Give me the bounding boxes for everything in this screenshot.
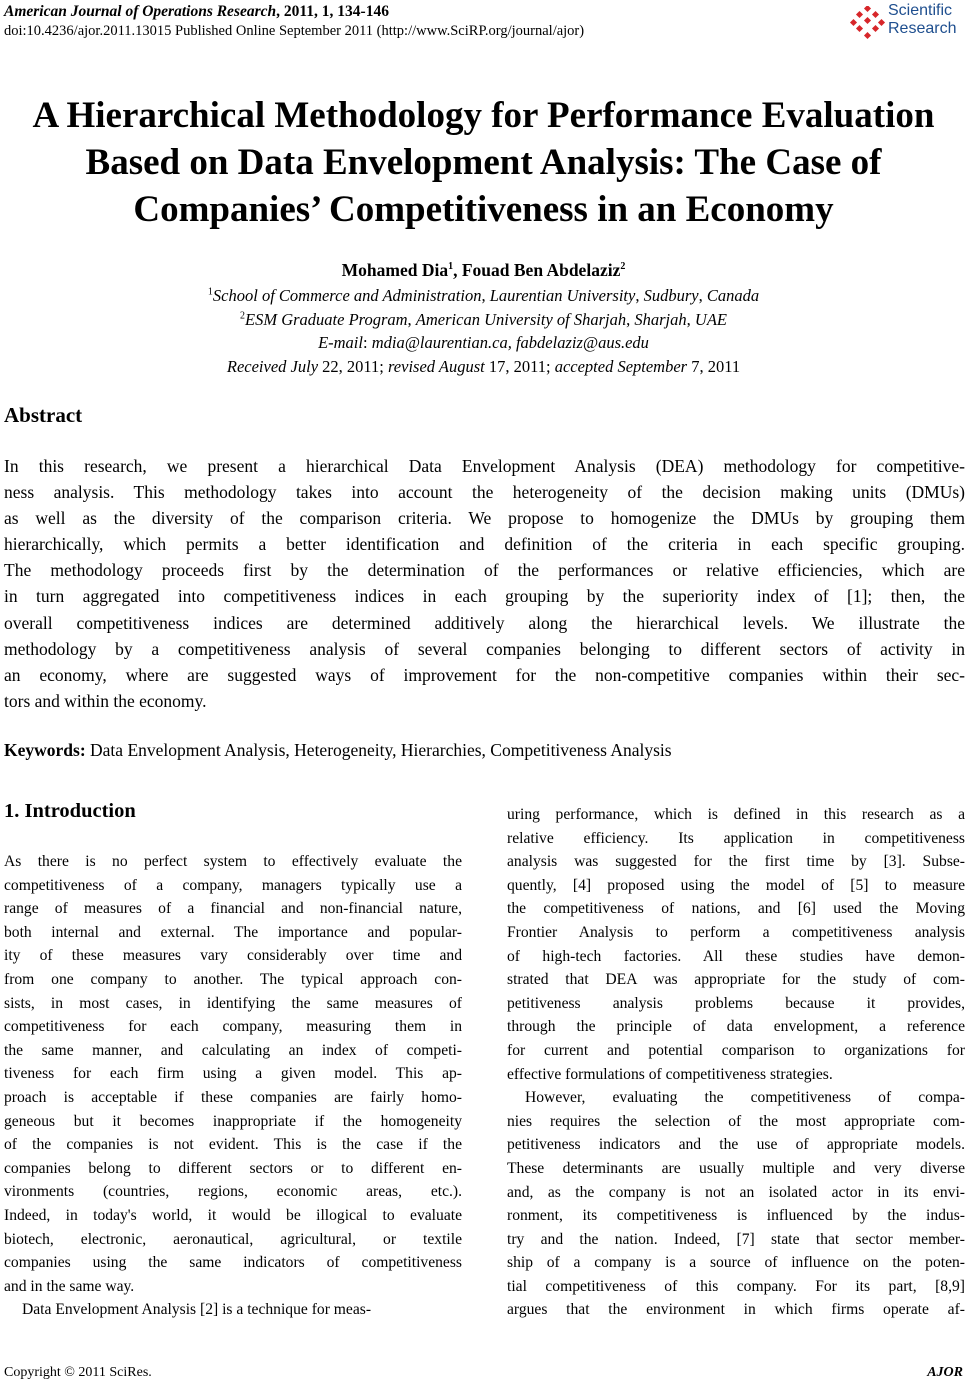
affil-comma: , bbox=[407, 309, 416, 329]
affiliation-1 bbox=[0, 284, 967, 308]
affil-comma: , bbox=[635, 286, 644, 305]
body-line: try and the nation. Indeed, [7] state that sector member- bbox=[507, 1230, 965, 1248]
body-line: Indeed, in today's world, it would be illogical to evaluate bbox=[4, 1206, 462, 1224]
title-line: Companies’ Competitiveness in an Economy bbox=[133, 189, 834, 230]
affil-marker: 2 bbox=[240, 310, 245, 321]
abstract-line: overall competitiveness indices are determined additively along the hierarchical levels. We illustrate the bbox=[4, 612, 965, 633]
body-line: ship of a company is a source of influence on the poten- bbox=[507, 1254, 965, 1272]
revised-date: 17, 2011; bbox=[484, 356, 555, 376]
body-line: proach is acceptable if these companies are fairly homo- bbox=[4, 1088, 462, 1106]
received-date: 22, 2011; bbox=[318, 356, 388, 376]
body-line: Frontier Analysis to perform a competitiveness analysis bbox=[507, 923, 965, 941]
abstract-line: tors and within the economy. bbox=[4, 690, 207, 711]
scirp-logo bbox=[848, 2, 966, 42]
body-line: ity of these measures vary considerably over time and bbox=[4, 947, 462, 965]
keywords-text: Data Envelopment Analysis, Heterogeneity, Hierarchies, Competitiveness Analysis bbox=[85, 740, 672, 760]
title-line: Based on Data Envelopment Analysis: The Case of bbox=[85, 142, 882, 183]
body-line: quently, [4] proposed using the model of [5] to measure bbox=[507, 876, 965, 894]
affil-country: Canada bbox=[706, 286, 760, 305]
affil-university: Laurentian University bbox=[489, 286, 636, 305]
body-line: argues that the environment in which firms operate af- bbox=[507, 1301, 965, 1319]
body-line: However, evaluating the competitiveness of compa- bbox=[525, 1089, 965, 1107]
body-line: of high-tech factories. All these studies have demon- bbox=[507, 947, 965, 965]
received-dates bbox=[0, 355, 967, 379]
affiliation-2 bbox=[0, 308, 967, 332]
logo-text bbox=[888, 2, 956, 38]
author-name: Mohamed Dia bbox=[341, 260, 449, 280]
body-line: ronment, its competitiveness is influenced by the indus- bbox=[507, 1207, 965, 1225]
abstract-line: methodology by a competitiveness analysis of several companies belonging to different sectors of activity in bbox=[4, 638, 965, 659]
body-line: strated that DEA was appropriate for the study of com- bbox=[507, 971, 965, 989]
body-line: analysis was suggested for the first time by [3]. Subse- bbox=[507, 853, 965, 871]
abstract-line: in turn aggregated into competitiveness indices in each grouping by the superiority index of [1]; then, the bbox=[4, 586, 965, 607]
affil-comma: , bbox=[698, 286, 707, 305]
paper-title bbox=[0, 92, 967, 233]
author-name: Fouad Ben Abdelaziz bbox=[461, 260, 621, 280]
author-affil-marker: 2 bbox=[620, 261, 626, 273]
affil-comma: , bbox=[481, 286, 490, 305]
abstract-line: as well as the diversity of the comparison criteria. We propose to homogenize the DMUs by grouping them bbox=[4, 508, 965, 529]
body-line: As there is no perfect system to effectively evaluate the bbox=[4, 853, 462, 870]
title-line: A Hierarchical Methodology for Performance Evaluation bbox=[32, 95, 935, 136]
revised-label: revised August bbox=[388, 356, 485, 376]
journal-volume: , 2011, 1, 134-146 bbox=[276, 3, 389, 20]
abstract-heading: Abstract bbox=[4, 403, 83, 427]
abstract-body bbox=[4, 453, 965, 714]
logo-text-line1: Scientific bbox=[888, 2, 953, 19]
body-line: of the companies is not evident. This is the case if the bbox=[4, 1136, 462, 1154]
body-line: through the principle of data envelopment, a reference bbox=[507, 1018, 965, 1036]
body-line: companies using the same indicators of competitiveness bbox=[4, 1254, 462, 1272]
email-sep: : bbox=[362, 333, 372, 352]
scirp-logo-icon bbox=[848, 6, 886, 40]
affil-city: Sharjah bbox=[634, 309, 687, 329]
abstract-line: ness analysis. This methodology takes into account the heterogeneity of the decision making units (DMUs) bbox=[4, 482, 965, 503]
body-line: and in the same way. bbox=[4, 1277, 135, 1295]
affil-school: School of Commerce and Administration bbox=[212, 286, 482, 305]
body-line: effective formulations of competitiveness strategies. bbox=[507, 1065, 833, 1083]
journal-abbrev: AJOR bbox=[927, 1365, 963, 1380]
body-line: companies belong to different sectors or to different en- bbox=[4, 1159, 462, 1177]
keywords bbox=[4, 737, 672, 763]
body-line: the same manner, and calculating an index of competi- bbox=[4, 1041, 462, 1059]
body-line: uring performance, which is defined in this research as a bbox=[507, 806, 965, 823]
abstract-line: The methodology proceeds first by the determination of the performances or relative efficiencies, which are bbox=[4, 560, 965, 581]
body-line: geneous but it becomes inappropriate if the homogeneity bbox=[4, 1112, 462, 1130]
body-line: relative efficiency. Its application in competitiveness bbox=[507, 829, 965, 847]
section-heading-introduction: 1. Introduction bbox=[4, 800, 136, 822]
abstract-line: an economy, where are suggested ways of improvement for the non-competitive companies within their sec- bbox=[4, 664, 965, 685]
affil-program: ESM Graduate Program bbox=[245, 309, 408, 329]
right-column bbox=[507, 803, 965, 1322]
keywords-label: Keywords: bbox=[4, 740, 86, 760]
affil-marker: 1 bbox=[207, 286, 213, 298]
abstract-line: In this research, we present a hierarchical Data Envelopment Analysis (DEA) methodology for competitive- bbox=[4, 456, 965, 476]
body-line: Data Envelopment Analysis [2] is a technique for meas- bbox=[22, 1301, 372, 1319]
journal-citation bbox=[4, 2, 724, 22]
body-line: nies requires the selection of the most appropriate com- bbox=[507, 1112, 965, 1130]
abstract-line: hierarchically, which permits a better identification and definition of the criteria in each specific grouping. bbox=[4, 534, 965, 555]
author-list bbox=[0, 258, 967, 282]
left-column bbox=[4, 850, 462, 1322]
email-addresses[interactable]: mdia@laurentian.ca, fabdelaziz@aus.edu bbox=[371, 333, 649, 352]
body-line: petitiveness analysis problems because it provides, bbox=[507, 994, 965, 1012]
body-line: These determinants are usually multiple and very diverse bbox=[507, 1159, 965, 1177]
journal-name: American Journal of Operations Research bbox=[4, 3, 277, 20]
affiliations bbox=[0, 284, 967, 378]
received-label: Received July bbox=[226, 356, 319, 376]
affil-city: Sudbury bbox=[643, 286, 699, 305]
author-separator: , bbox=[453, 260, 462, 280]
author-affil-marker: 1 bbox=[448, 261, 454, 273]
body-line: competitiveness for each company, measuring them in bbox=[4, 1018, 462, 1036]
body-line: tial competitiveness of this company. For its part, [8,9] bbox=[507, 1277, 965, 1295]
body-line: tiveness for each firm using a given model. This ap- bbox=[4, 1065, 462, 1083]
body-line: biotech, electronic, aeronautical, agricultural, or textile bbox=[4, 1230, 462, 1248]
accepted-date: 7, 2011 bbox=[687, 356, 741, 376]
body-line: the competitiveness of nations, and [6] used the Moving bbox=[507, 900, 965, 918]
body-line: from one company to another. The typical approach con- bbox=[4, 970, 462, 988]
affil-comma: , bbox=[626, 309, 635, 329]
body-line: and, as the company is not an isolated actor in its envi- bbox=[507, 1183, 965, 1201]
body-line: petitiveness indicators and the use of appropriate models. bbox=[507, 1136, 965, 1154]
affil-comma: , bbox=[686, 309, 695, 329]
body-line: for current and potential comparison to organizations for bbox=[507, 1041, 965, 1059]
affil-country: UAE bbox=[694, 309, 727, 329]
body-line: competitiveness of a company, managers typically use a bbox=[4, 876, 462, 894]
body-line: sists, in most cases, in identifying the same measures of bbox=[4, 994, 462, 1012]
accepted-label: accepted September bbox=[554, 356, 688, 376]
doi-line: doi:10.4236/ajor.2011.13015 Published Online September 2011 (http://www.SciRP.org/journal/ajor) bbox=[4, 23, 585, 39]
logo-text-line2: Research bbox=[888, 20, 957, 37]
body-line: range of measures of a financial and non-financial nature, bbox=[4, 900, 462, 918]
email-label: E-mail bbox=[318, 333, 363, 352]
body-line: vironments (countries, regions, economic areas, etc.). bbox=[4, 1183, 462, 1201]
copyright-notice: Copyright © 2011 SciRes. bbox=[4, 1365, 152, 1380]
affil-university: American University of Sharjah bbox=[415, 309, 627, 329]
email-line bbox=[0, 331, 967, 355]
body-line: both internal and external. The importance and popular- bbox=[4, 923, 462, 941]
journal-header bbox=[4, 2, 724, 40]
